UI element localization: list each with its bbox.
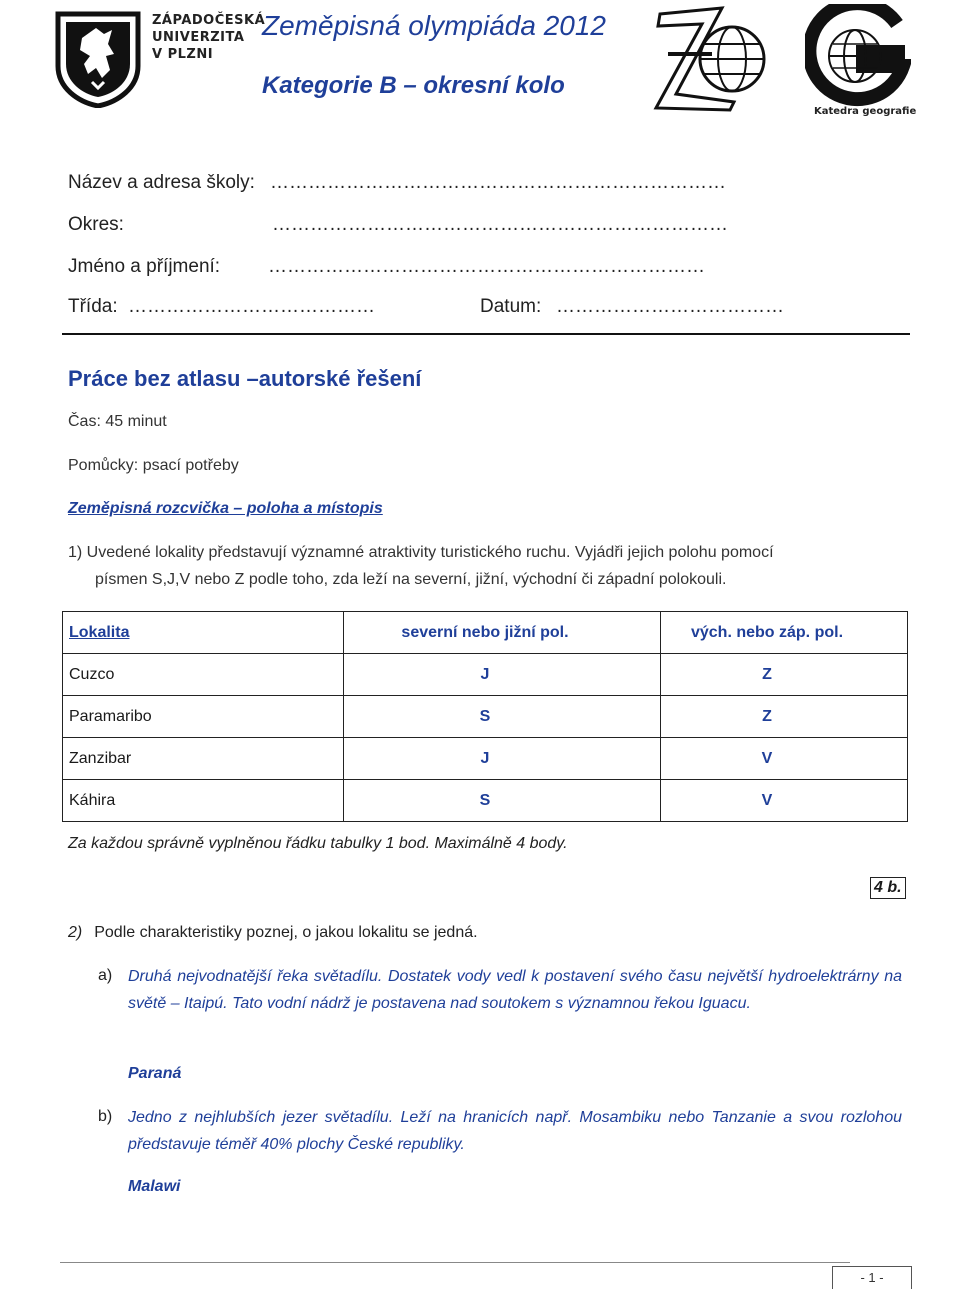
- question-1-line-2: písmen S,J,V nebo Z podle toho, zda leží na severní, jižní, východní či západní polokouli.: [95, 571, 727, 588]
- class-field[interactable]: …………………………………: [128, 296, 375, 317]
- column-header-east-west: vých. nebo záp. pol.: [661, 612, 908, 654]
- section-subheading: Zeměpisná rozcvička – poloha a místopis: [68, 500, 383, 517]
- east-west-answer: V: [661, 780, 908, 822]
- points-badge: 4 b.: [870, 877, 906, 899]
- class-label: Třída:: [68, 296, 118, 317]
- subquestion-b-answer: Malawi: [128, 1178, 181, 1195]
- district-label: Okres:: [68, 214, 124, 235]
- north-south-answer: J: [344, 738, 661, 780]
- university-name: [152, 12, 265, 63]
- department-caption: Katedra geografie: [814, 106, 917, 117]
- page-number: - 1 -: [832, 1266, 912, 1289]
- column-header-north-south: severní nebo jižní pol.: [344, 612, 661, 654]
- north-south-answer: S: [344, 780, 661, 822]
- location-cell: Zanzibar: [63, 738, 344, 780]
- question-2: [68, 924, 478, 942]
- school-label: Název a adresa školy:: [68, 172, 255, 193]
- geography-department-logo: [805, 4, 911, 108]
- name-field[interactable]: ……………………………………………………………: [268, 256, 705, 277]
- time-info: Čas: 45 minut: [68, 413, 167, 430]
- district-field[interactable]: ………………………………………………………………: [272, 214, 728, 235]
- university-crest-logo: [52, 8, 144, 108]
- question-2-number: 2): [68, 924, 83, 941]
- subquestion-a-letter: a): [98, 967, 113, 984]
- east-west-answer: Z: [661, 696, 908, 738]
- footer-divider: [60, 1262, 850, 1263]
- date-field[interactable]: ………………………………: [556, 296, 784, 317]
- table-row: [63, 738, 908, 780]
- east-west-answer: Z: [661, 654, 908, 696]
- location-cell: Paramaribo: [63, 696, 344, 738]
- table-row: [63, 654, 908, 696]
- north-south-answer: S: [344, 696, 661, 738]
- location-table: [62, 611, 908, 822]
- location-cell: Cuzco: [63, 654, 344, 696]
- date-label: Datum:: [480, 296, 542, 317]
- question-1-line-1: 1) Uvedené lokality představují významné atraktivity turistického ruchu. Vyjádři jejich polohu pomocí: [68, 544, 774, 561]
- university-line: ZÁPADOČESKÁ: [152, 13, 266, 28]
- scoring-note: Za každou správně vyplněnou řádku tabulky 1 bod. Maximálně 4 body.: [68, 835, 568, 852]
- subquestion-b-text: Jedno z nejhlubších jezer světadílu. Leží na hranicích např. Mosambiku nebo Tanzanie a svou rozlohou představuje téměř 40% plochy České republiky.: [128, 1109, 902, 1153]
- subquestion-b-letter: b): [98, 1108, 113, 1125]
- north-south-answer: J: [344, 654, 661, 696]
- table-row: [63, 696, 908, 738]
- table-header-row: [63, 612, 908, 654]
- university-line: V PLZNI: [152, 47, 214, 62]
- school-field[interactable]: ………………………………………………………………: [270, 172, 726, 193]
- section-title: Práce bez atlasu –autorské řešení: [68, 366, 422, 391]
- subquestion-a-answer: Paraná: [128, 1065, 182, 1082]
- header-divider: [62, 333, 910, 335]
- category-subtitle: Kategorie B – okresní kolo: [262, 72, 565, 99]
- location-cell: Káhira: [63, 780, 344, 822]
- name-label: Jméno a příjmení:: [68, 256, 221, 277]
- column-header-location: Lokalita: [63, 612, 344, 654]
- tools-info: Pomůcky: psací potřeby: [68, 457, 239, 474]
- table-row: [63, 780, 908, 822]
- question-2-text: Podle charakteristiky poznej, o jakou lokalitu se jedná.: [94, 924, 478, 941]
- subquestion-a-text: Druhá nejvodnatější řeka světadílu. Dostatek vody vedl k postavení svého času největší hydroelektrárny na světě – Itaipú. Tato vodní nádrž je postavena nad soutokem s významnou řekou Iguacu.: [128, 968, 902, 1012]
- olympiad-title: Zeměpisná olympiáda 2012: [262, 10, 606, 41]
- zo-olympiad-logo: [652, 4, 772, 114]
- east-west-answer: V: [661, 738, 908, 780]
- university-line: UNIVERZITA: [152, 30, 245, 45]
